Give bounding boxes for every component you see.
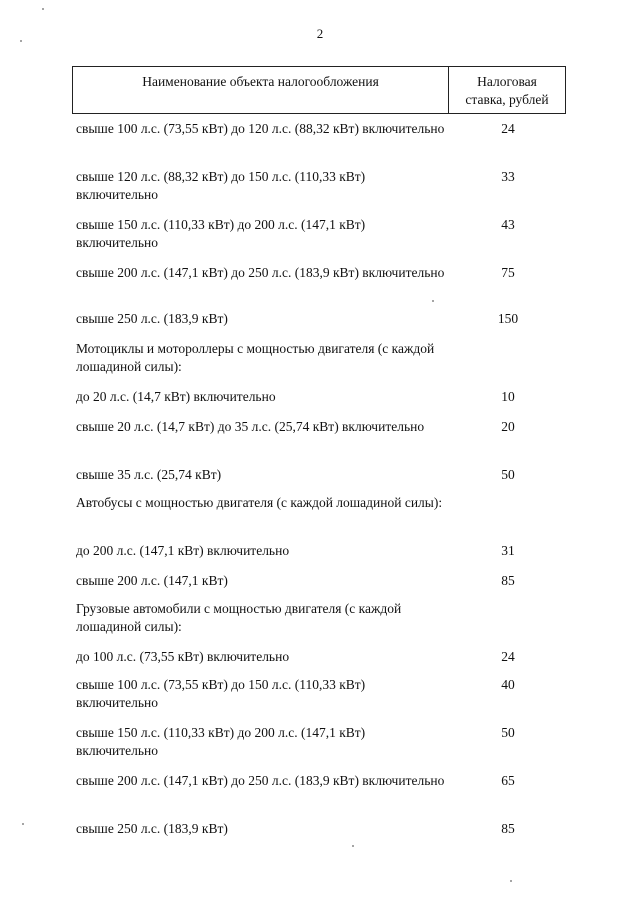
table-row [76,466,566,494]
row-object-name: свыше 150 л.с. (110,33 кВт) до 200 л.с. (147,1 кВт) включительно [76,217,366,250]
column-header-object-name [73,67,449,113]
table-row [76,168,566,216]
row-object-name: свыше 200 л.с. (147,1 кВт) до 250 л.с. (183,9 кВт) включительно [76,265,445,280]
row-tax-rate: 24 [501,121,515,136]
row-tax-rate: 65 [501,773,515,788]
table-row [76,772,566,820]
table-row [76,216,566,264]
row-tax-rate: 50 [501,467,515,482]
column-header-tax-rate-line2: ставка, рублей [465,92,549,107]
row-object-name: свыше 200 л.с. (147,1 кВт) [76,573,228,588]
row-tax-rate: 24 [501,649,515,664]
column-header-tax-rate [449,67,565,113]
table-row [76,264,566,310]
row-tax-rate [450,600,566,648]
row-object-name: до 100 л.с. (73,55 кВт) включительно [76,649,290,664]
scan-speck [510,880,512,882]
row-object-name: до 20 л.с. (14,7 кВт) включительно [76,389,276,404]
row-tax-rate [450,494,566,542]
scan-speck [42,8,44,10]
row-tax-rate: 85 [501,821,515,836]
tax-rate-table-body [76,120,566,848]
row-object-name: свыше 35 л.с. (25,74 кВт) [76,467,222,482]
table-row [76,676,566,724]
table-row [76,120,566,168]
row-object-name: свыше 20 л.с. (14,7 кВт) до 35 л.с. (25,74 кВт) включительно [76,419,425,434]
row-tax-rate: 31 [501,543,515,558]
row-object-name: свыше 100 л.с. (73,55 кВт) до 120 л.с. (88,32 кВт) включительно [76,121,445,136]
scan-speck [20,40,22,42]
table-row [76,820,566,848]
table-row [76,648,566,676]
row-tax-rate: 85 [501,573,515,588]
scan-speck [22,823,24,825]
scan-speck [352,845,354,847]
row-object-name: свыше 100 л.с. (73,55 кВт) до 150 л.с. (110,33 кВт) включительно [76,677,366,710]
category-heading: Грузовые автомобили с мощностью двигателя (с каждой лошадиной силы): [76,601,402,634]
category-heading: Автобусы с мощностью двигателя (с каждой лошадиной силы): [76,495,443,510]
row-tax-rate: 150 [497,311,519,326]
row-tax-rate: 33 [501,169,515,184]
page-number: 2 [316,26,324,41]
category-heading: Мотоциклы и мотороллеры с мощностью двигателя (с каждой лошадиной силы): [76,341,435,374]
row-tax-rate: 43 [501,217,515,232]
row-tax-rate: 75 [501,265,515,280]
table-header [72,66,566,114]
table-row [76,418,566,466]
row-object-name: до 200 л.с. (147,1 кВт) включительно [76,543,290,558]
column-header-object-name-label: Наименование объекта налогообложения [142,74,379,89]
row-object-name: свыше 120 л.с. (88,32 кВт) до 150 л.с. (110,33 кВт) включительно [76,169,366,202]
category-row [76,600,566,648]
table-row [76,310,566,340]
row-tax-rate: 10 [501,389,515,404]
row-object-name: свыше 250 л.с. (183,9 кВт) [76,821,228,836]
table-row [76,572,566,600]
category-row [76,494,566,542]
scan-speck [432,300,434,302]
category-row [76,340,566,388]
row-tax-rate [450,340,566,388]
table-row [76,542,566,572]
table-row [76,724,566,772]
column-header-tax-rate-line1: Налоговая [477,74,537,89]
row-object-name: свыше 250 л.с. (183,9 кВт) [76,311,228,326]
row-tax-rate: 40 [501,677,515,692]
row-object-name: свыше 150 л.с. (110,33 кВт) до 200 л.с. (147,1 кВт) включительно [76,725,366,758]
row-object-name: свыше 200 л.с. (147,1 кВт) до 250 л.с. (183,9 кВт) включительно [76,773,445,788]
table-row [76,388,566,418]
row-tax-rate: 20 [501,419,515,434]
row-tax-rate: 50 [501,725,515,740]
